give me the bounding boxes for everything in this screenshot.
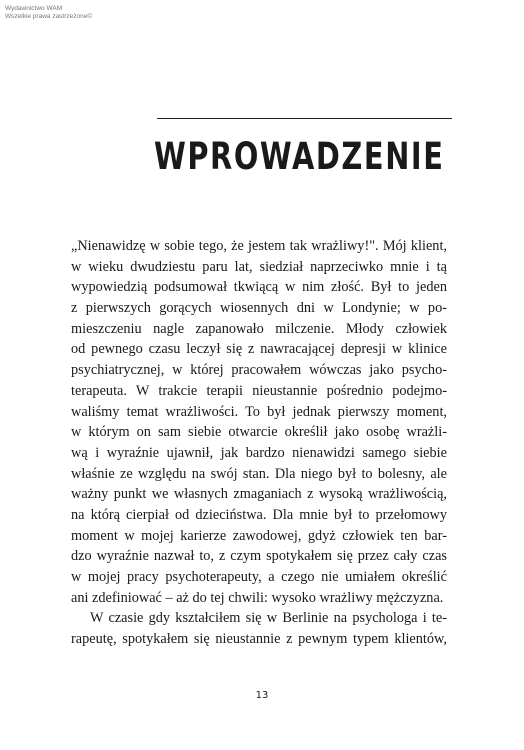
title-rule xyxy=(157,118,452,119)
text-line: z pierwszych gorących wiosennych dni w Londynie; w po- xyxy=(71,300,447,317)
text-line: mieszczeniu nagle zapanowało milczenie. Młody człowiek xyxy=(71,320,447,337)
text-line: od pewnego czasu leczył się z nawracającej depresji w klinice xyxy=(71,341,447,358)
publisher-watermark xyxy=(5,5,92,21)
watermark-copyright: Wszelkie prawa zastrzeżone© xyxy=(5,13,93,20)
text-line: ani zdefiniować – aż do tej chwili: wysoko wrażliwy mężczyzna. xyxy=(71,589,444,606)
text-line: „Nienawidzę w sobie tego, że jestem tak wrażliwy!". Mój klient, xyxy=(71,238,447,254)
body-text xyxy=(71,236,447,650)
text-line: wą i wyraźnie ujawnił, jak bardzo nienawidzi samego siebie xyxy=(71,444,447,461)
chapter-title: WPROWADZENIE xyxy=(153,135,444,178)
text-line: na którą cierpiał od dzieciństwa. Dla mnie był to przełomowy xyxy=(71,506,447,523)
text-line: właśnie ze względu na swój stan. Dla niego był to bolesny, ale xyxy=(71,465,447,482)
text-line: waliśmy temat wrażliwości. To był jednak pierwszy moment, xyxy=(71,403,447,420)
text-line: wypowiedzią podsumował tkwiącą w nim złość. Był to jeden xyxy=(71,279,447,296)
text-line: rapeutę, spotykałem się nieustannie z pewnym typem klientów, xyxy=(71,631,447,648)
text-line: ważny punkt we własnych zmaganiach z wysoką wrażliwością, xyxy=(71,486,447,503)
text-line: terapeuta. W trakcie terapii nieustannie pośrednio podejmo- xyxy=(71,382,447,399)
text-line: w którym on sam siebie otwarcie określił jako osobę wrażli- xyxy=(71,424,447,441)
text-line: psychiatrycznej, w której pracowałem wówczas jako psycho- xyxy=(71,362,447,379)
text-line: w mojej pracy psychoterapeuty, a czego nie umiałem określić xyxy=(71,569,447,585)
text-line-paragraph-start: W czasie gdy kształciłem się w Berlinie na psychologa i te- xyxy=(90,610,447,627)
text-line: w wieku dwudziestu paru lat, siedział naprzeciwko mnie i tą xyxy=(71,258,447,275)
text-line: dzo wyraźnie nazwał to, z czym spotykałem się przez cały czas xyxy=(71,548,447,565)
text-line: moment w mojej karierze zawodowej, gdyż człowiek ten bar- xyxy=(71,527,447,544)
page-number: 13 xyxy=(255,690,269,701)
watermark-publisher: Wydawnictwo WAM xyxy=(5,5,63,12)
